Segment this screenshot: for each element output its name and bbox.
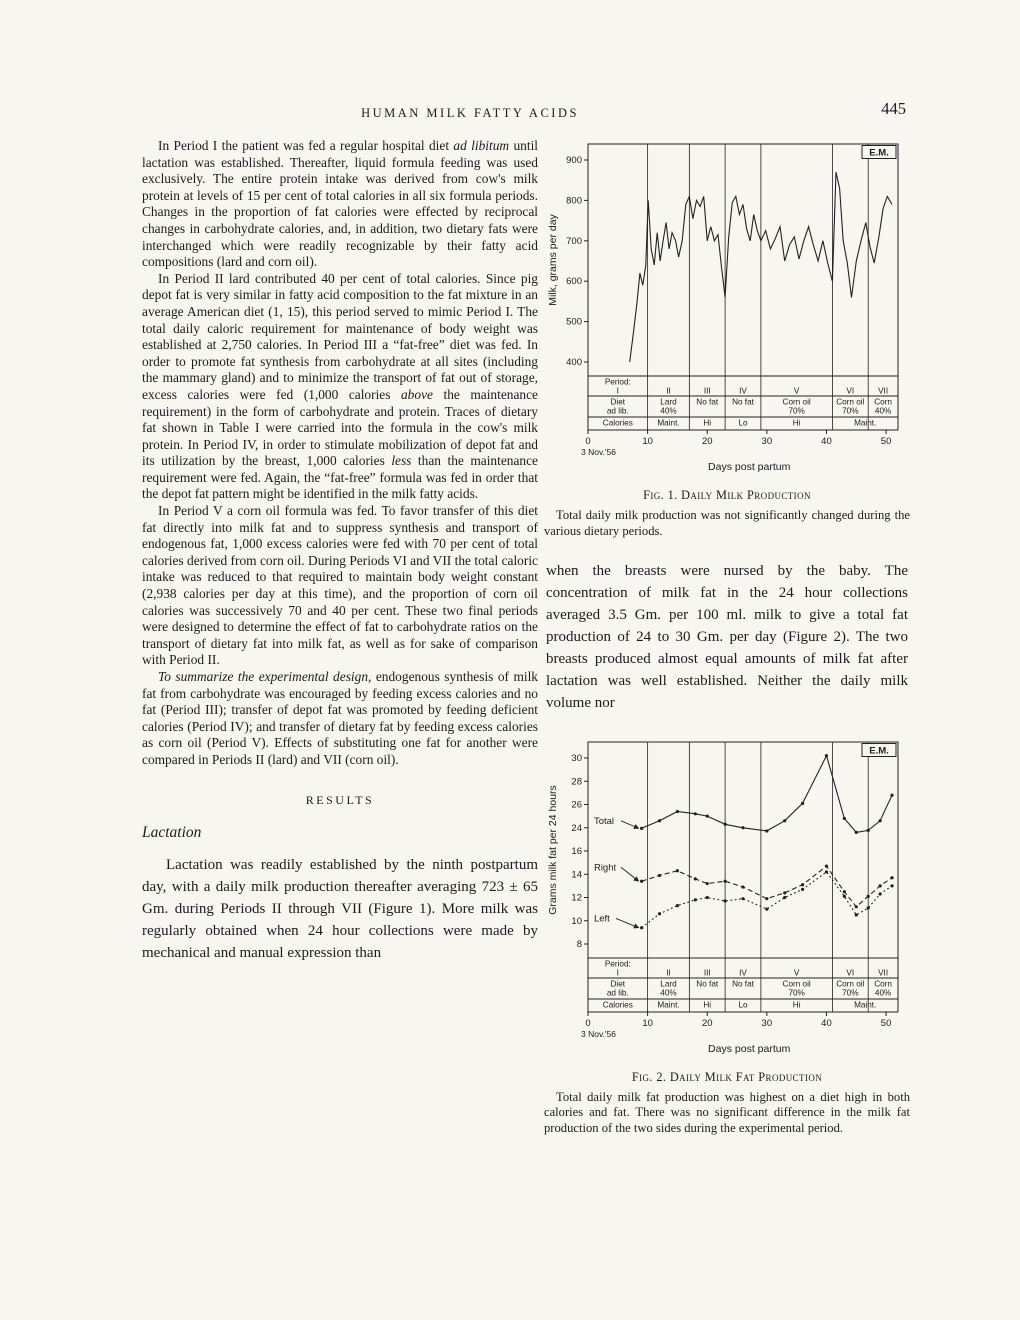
period-table-cell: Corn: [874, 397, 892, 407]
x-axis-label: Days post partum: [708, 461, 791, 473]
data-point: [855, 913, 858, 916]
text-segment: less: [391, 453, 412, 469]
data-point: [676, 809, 679, 812]
page-number: 445: [881, 99, 906, 118]
text-segment: the maintenance requirement) in the form of carbohydrate and protein. Traces of dietary fat shown in Table I were carried into the formula in the cow's milk protein. In Period IV, in order to stimulate mobilization of depot fat and its utilization by the breast, 1,000 calories: [142, 386, 539, 469]
period-table-cell: 40%: [660, 988, 677, 998]
text-segment: than the maintenance requirement were fed. Again, the “fat-free” formula was fed in order that the depot fat pattern might be identified in the milk fatty acids.: [142, 453, 538, 502]
data-point: [658, 912, 661, 915]
fig2-caption-title: Fig. 2. Daily Milk Fat Production: [631, 1069, 823, 1084]
fig1-chart: [544, 134, 906, 480]
data-point: [694, 898, 697, 901]
methods-paragraph-1: [142, 138, 538, 271]
series-total: [642, 755, 892, 832]
fig2-svg: [544, 732, 906, 1062]
x-tick-label: 0: [585, 436, 591, 447]
period-table-cell: Period:: [604, 959, 631, 969]
period-table-cell: Lard: [660, 397, 677, 407]
results-paragraph-continuation: [546, 560, 908, 714]
lactation-subheading: Lactation: [142, 823, 202, 841]
period-table-cell: Diet: [610, 979, 626, 989]
figure-2: [544, 732, 910, 1137]
data-point: [801, 887, 804, 890]
period-table-cell: No fat: [732, 979, 754, 989]
text-segment: above: [400, 386, 433, 402]
text-segment: In Period I the patient was fed a regular hospital diet: [158, 138, 454, 153]
period-table-cell: III: [703, 968, 711, 978]
running-head: [140, 106, 800, 121]
data-point: [640, 879, 643, 882]
period-table: [588, 376, 898, 430]
y-axis: [566, 155, 588, 368]
x-tick-label: 20: [701, 436, 713, 447]
data-point: [765, 829, 768, 832]
period-table-cell: III: [703, 386, 711, 396]
period-table-cell: Corn oil: [836, 397, 865, 407]
data-point: [694, 877, 697, 880]
period-table-cell: Corn oil: [782, 979, 811, 989]
data-point: [724, 879, 727, 882]
period-dividers: [648, 742, 869, 1012]
data-point: [843, 890, 846, 893]
data-point: [879, 884, 882, 887]
y-tick-label: 400: [566, 357, 582, 368]
x-tick-label: 0: [585, 1017, 591, 1029]
fig2-caption: [544, 1070, 910, 1137]
fig2-chart: [544, 732, 906, 1062]
data-point: [855, 830, 858, 833]
y-tick-label: 16: [571, 845, 582, 857]
period-table-cell: No fat: [696, 979, 719, 989]
data-point: [825, 870, 828, 873]
results-heading: RESULTS: [305, 792, 375, 807]
series-label-right: Right: [593, 861, 617, 873]
period-table-cell: VII: [878, 968, 889, 978]
data-point: [890, 884, 893, 887]
x-tick-label: 40: [821, 1017, 832, 1029]
methods-paragraph-2: [142, 271, 538, 503]
y-tick-label: 500: [566, 316, 582, 328]
y-axis-label: Milk, grams per day: [547, 214, 559, 306]
period-table-cell: Lo: [738, 1000, 748, 1010]
data-point: [843, 816, 846, 819]
period-table-cell: Lo: [738, 418, 748, 428]
period-table-cell: Maint.: [854, 418, 877, 428]
x-axis: [581, 430, 891, 473]
y-tick-label: 600: [566, 276, 582, 288]
y-axis-label: Grams milk fat per 24 hours: [547, 784, 559, 915]
data-point: [706, 814, 709, 817]
series-label-left: Left: [593, 913, 610, 925]
y-tick-label: 28: [571, 775, 582, 787]
text-segment: In Period V a corn oil formula was fed. To favor transfer of this diet fat directly into milk fat and to suppress synthesis and transport of endogenous fat, 1,000 excess calories were fed with 70 per cent of total calories derived from corn oil. During Periods VI and VII the total caloric intake was reduced to that required to maintain body weight constant (2,938 calories per day at this time), and the proportion of corn oil calories was successively 70 and 40 per cent. These two final periods were designed to determine the effect of fat to carbohydrate ratios on the transport of dietary fat into milk fat, as well as for sake of comparison with Period II.: [142, 503, 538, 668]
y-tick-label: 900: [566, 155, 582, 166]
data-point: [741, 826, 744, 829]
running-title: HUMAN MILK FATTY ACIDS: [361, 106, 579, 120]
period-table-cell: VI: [846, 386, 855, 396]
series-right: [642, 866, 892, 907]
y-tick-label: 14: [571, 868, 582, 880]
period-table-cell: VII: [878, 386, 889, 396]
period-table-cell: 70%: [788, 988, 805, 998]
period-table-cell: Maint.: [657, 418, 680, 428]
period-table-cell: IV: [739, 386, 747, 396]
data-point: [825, 864, 828, 867]
period-table-cell: Corn oil: [782, 397, 811, 407]
period-table-cell: Corn oil: [836, 979, 865, 989]
text-segment: until lactation was established. Thereafter, liquid formula feeding was used exclusively. The entire protein intake was derived from cow's milk protein at levels of 15 per cent of total calories in all six formula periods. Changes in the proportion of fat calories were effected by reciprocal changes in carbohydrate calories, and, in addition, two dietary fats were interchanged which were readily recognizable by their fatty acid compositions (lard and corn oil).: [142, 138, 539, 270]
data-point: [783, 895, 786, 898]
left-column: [142, 138, 538, 964]
fig1-caption-title: Fig. 1. Daily Milk Production: [643, 488, 811, 502]
period-table-cell: II: [666, 386, 671, 396]
data-point: [741, 885, 744, 888]
data-point: [783, 819, 786, 822]
text-segment: Lactation was readily established by the ninth postpartum day, with a daily milk production thereafter averaging 723 ± 65 Gm. during Periods II through VII (Figure 1). More milk was regularly obtained when 24 hour collections were made by mechanical and manual expression than: [142, 856, 538, 961]
right-column: [544, 134, 910, 1137]
x-tick-label: 20: [701, 1017, 713, 1029]
data-point: [843, 894, 846, 897]
text-segment: To summarize the experimental design,: [158, 669, 372, 684]
period-table-cell: Calories: [602, 1000, 633, 1010]
data-point: [765, 907, 768, 910]
x-tick-label: 30: [761, 1017, 773, 1029]
period-table-cell: ad lib.: [606, 406, 629, 416]
data-point: [867, 894, 870, 897]
data-point: [855, 905, 858, 908]
data-point: [890, 793, 893, 796]
period-table-cell: Lard: [660, 979, 677, 989]
data-point: [724, 822, 727, 825]
data-point: [658, 819, 661, 822]
x-axis-label: Days post partum: [708, 1042, 791, 1055]
x-tick-label: 50: [880, 436, 892, 447]
period-table-cell: V: [793, 386, 800, 396]
methods-paragraph-3: [142, 503, 538, 669]
text-segment: when the breasts were nursed by the baby. The concentration of milk fat in the 24 hour collections averaged 3.5 Gm. per 100 ml. milk to give a total fat production of 24 to 30 Gm. per day (Figure 2). The two breasts produced almost equal amounts of milk fat after lactation was well established. Neither the daily milk volume nor: [546, 562, 908, 711]
data-point: [676, 869, 679, 872]
data-point: [724, 899, 727, 902]
period-table-cell: Hi: [792, 1000, 801, 1010]
y-tick-label: 24: [571, 822, 582, 834]
period-table-cell: 40%: [660, 406, 677, 416]
data-point: [879, 819, 882, 822]
data-point: [706, 882, 709, 885]
data-point: [801, 801, 804, 804]
data-point: [658, 873, 661, 876]
data-point: [879, 892, 882, 895]
series-label-total: Total: [593, 815, 615, 827]
data-point: [783, 891, 786, 894]
period-table-cell: V: [793, 968, 800, 978]
period-table-cell: I: [616, 968, 619, 978]
text-segment: endogenous synthesis of milk fat from carbohydrate was encouraged by feeding excess calories and no fat (Period III); transfer of depot fat was promoted by feeding deficient calories (Period IV); and transfer of dietary fat by feeding excess calories as corn oil (Period V). Effects of substituting one fat for another were compared in Periods II (lard) and VII (corn oil).: [142, 669, 539, 767]
data-point: [765, 897, 768, 900]
data-point: [640, 926, 643, 929]
period-table-cell: Hi: [703, 418, 712, 428]
period-table-cell: 40%: [874, 406, 892, 416]
plot-box: [588, 144, 898, 376]
y-tick-label: 700: [566, 235, 582, 247]
period-table-cell: No fat: [696, 397, 719, 407]
y-tick-label: 800: [566, 195, 582, 207]
y-axis: [571, 753, 588, 950]
fig2-caption-body: Total daily milk fat production was highest on a diet high in both calories and fat. There was no significant difference in the milk fat production of the two sides during the experimental period.: [544, 1089, 910, 1136]
data-point: [676, 904, 679, 907]
figure-1: [544, 134, 910, 540]
y-tick-label: 26: [571, 799, 582, 811]
text-segment: In Period II lard contributed 40 per cent of total calories. Since pig depot fat is very similar in fatty acid composition to the fat mixture in an average American diet (1, 15), this period served to mimic Period I. The total daily caloric requirement for maintenance of body weight was established at 2,750 calories. In Period III a “fat-free” diet was fed. In order to promote fat synthesis from carbohydrate at all sites (including the mammary gland) and to minimize the transport of fat out of storage, excess calories were fed (1,000 calories: [142, 270, 538, 402]
period-table: [588, 958, 898, 1012]
period-table-cell: 70%: [788, 406, 805, 416]
period-table-cell: 70%: [842, 406, 859, 416]
methods-paragraph-4: [142, 669, 538, 769]
x-tick-label: 50: [880, 1017, 892, 1029]
patient-initials-label: E.M.: [869, 745, 889, 757]
start-date-label: 3 Nov.'56: [581, 447, 617, 457]
y-tick-label: 30: [571, 752, 582, 764]
y-tick-label: 10: [571, 915, 582, 927]
period-table-cell: Maint.: [854, 1000, 877, 1010]
period-table-cell: Maint.: [657, 1000, 680, 1010]
data-point: [801, 883, 804, 886]
period-table-cell: Period:: [604, 377, 631, 387]
y-tick-label: 8: [576, 938, 582, 950]
results-paragraph-1: [142, 854, 538, 964]
x-tick-label: 10: [642, 1017, 653, 1029]
x-tick-label: 10: [642, 436, 653, 447]
period-table-cell: Calories: [602, 418, 633, 428]
fig1-caption: [544, 488, 910, 540]
period-table-cell: VI: [846, 968, 855, 978]
data-point: [825, 754, 828, 757]
period-table-cell: I: [616, 386, 619, 396]
period-table-cell: Hi: [792, 418, 801, 428]
period-table-cell: Diet: [610, 397, 626, 407]
period-table-cell: II: [666, 968, 671, 978]
data-point: [867, 906, 870, 909]
patient-initials-label: E.M.: [869, 147, 889, 159]
x-tick-label: 30: [761, 436, 773, 447]
period-table-cell: IV: [739, 968, 747, 978]
x-tick-label: 40: [821, 436, 832, 447]
data-point: [867, 828, 870, 831]
period-table-cell: Hi: [703, 1000, 712, 1010]
fig1-svg: [544, 134, 906, 480]
y-tick-label: 12: [571, 892, 582, 904]
period-table-cell: ad lib.: [606, 988, 629, 998]
period-table-cell: 70%: [842, 988, 859, 998]
data-point: [706, 895, 709, 898]
period-table-cell: No fat: [732, 397, 754, 407]
start-date-label: 3 Nov.'56: [581, 1028, 617, 1039]
data-point: [890, 876, 893, 879]
data-point: [640, 826, 643, 829]
series-group: [594, 754, 894, 929]
data-point: [694, 812, 697, 815]
period-table-cell: Corn: [874, 979, 892, 989]
period-table-cell: 40%: [874, 988, 892, 998]
fig1-caption-body: Total daily milk production was not significantly changed during the various dietary periods.: [544, 508, 910, 538]
text-segment: ad libitum: [453, 138, 510, 153]
x-axis: [581, 1012, 891, 1055]
data-point: [741, 897, 744, 900]
